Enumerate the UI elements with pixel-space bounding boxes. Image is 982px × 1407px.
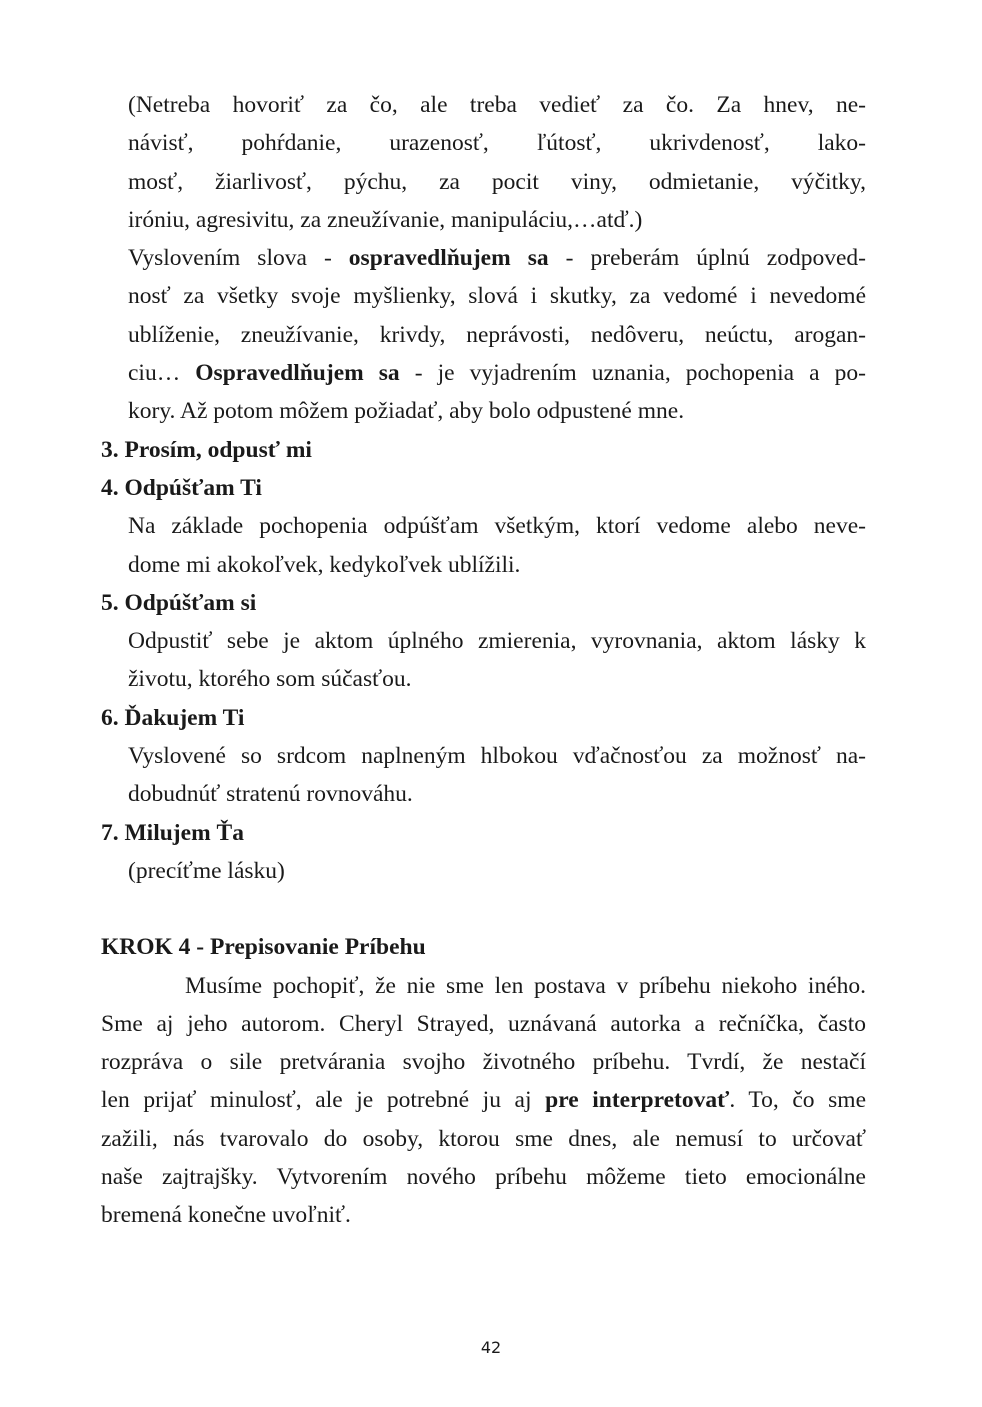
text-line: Odpustiť sebe je aktom úplného zmierenia, vyrovnania, aktom lásky k xyxy=(128,628,866,655)
item-heading-6: 6. Ďakujem Ti xyxy=(101,704,245,731)
section-spacer xyxy=(101,890,866,928)
text-line: iróniu, agresivitu, za zneužívanie, manipuláciu,…atď.) xyxy=(128,206,643,233)
text-line: rozpráva o sile pretvárania svojho životného príbehu. Tvrdí, že nestačí xyxy=(101,1049,866,1076)
text-run: ciu… xyxy=(128,360,196,387)
item-heading-4: 4. Odpúšťam Ti xyxy=(101,474,262,501)
text-run: - preberám úplnú zodpoved- xyxy=(548,245,866,272)
text-line: naše zajtrajšky. Vytvorením nového príbehu môžeme tieto emocionálne xyxy=(101,1164,866,1191)
text-line xyxy=(101,1081,866,1119)
item-heading-3: 3. Prosím, odpusť mi xyxy=(101,436,312,463)
parenthetical-paragraph xyxy=(101,86,866,239)
page-number: 42 xyxy=(480,1338,502,1357)
text-line: nosť za všetky svoje myšlienky, slová i skutky, za vedomé i nevedomé xyxy=(128,283,866,310)
bold-phrase: Ospravedlňujem sa xyxy=(195,360,400,387)
text-line: mosť, žiarlivosť, pýchu, za pocit viny, odmietanie, výčitky, xyxy=(128,168,866,195)
text-line: Musíme pochopiť, že nie sme len postava v príbehu niekoho iného. xyxy=(185,972,866,999)
bold-phrase: pre interpretovať xyxy=(545,1087,730,1114)
text-run: Vyslovením slova - xyxy=(128,245,349,272)
text-line: Vyslovené so srdcom naplneným hlbokou vďačnosťou za možnosť na- xyxy=(128,743,866,770)
text-line: dome mi akokoľvek, kedykoľvek ublížili. xyxy=(128,551,521,578)
item-heading-7: 7. Milujem Ťa xyxy=(101,819,244,846)
text-line: kory. Až potom môžem požiadať, aby bolo odpustené mne. xyxy=(128,398,685,425)
section-heading: KROK 4 - Prepisovanie Príbehu xyxy=(101,934,426,961)
text-line: Sme aj jeho autorom. Cheryl Strayed, uznávaná autorka a rečníčka, často xyxy=(101,1010,866,1037)
bold-phrase: ospravedlňujem sa xyxy=(348,245,549,272)
text-line: (Netreba hovoriť za čo, ale treba vedieť za čo. Za hnev, ne- xyxy=(128,92,866,118)
text-run: len prijať minulosť, ale je potrebné ju aj xyxy=(101,1087,546,1114)
text-run: - je vyjadrením uznania, pochopenia a po- xyxy=(399,360,866,387)
text-line: ublíženie, zneužívanie, krivdy, neprávosti, nedôveru, neúctu, arogan- xyxy=(128,321,866,348)
text-line: životu, ktorého som súčasťou. xyxy=(128,666,412,693)
text-line: dobudnúť stratenú rovnováhu. xyxy=(128,781,413,808)
page-content xyxy=(101,86,866,1235)
text-run: . To, čo sme xyxy=(729,1087,867,1114)
text-line xyxy=(101,239,866,277)
item-heading-5: 5. Odpúšťam si xyxy=(101,589,257,616)
krok4-paragraph xyxy=(101,967,866,1235)
text-line: bremená konečne uvoľniť. xyxy=(101,1202,351,1229)
text-line: návisť, pohŕdanie, urazenosť, ľútosť, ukrivdenosť, lako- xyxy=(128,130,866,157)
apology-paragraph xyxy=(101,239,866,430)
text-line: zažili, nás tvarovalo do osoby, ktorou sme dnes, ale nemusí to určovať xyxy=(101,1125,866,1152)
text-line: (precíťme lásku) xyxy=(128,857,285,884)
text-line xyxy=(101,354,866,392)
text-line: Na základe pochopenia odpúšťam všetkým, ktorí vedome alebo neve- xyxy=(128,513,866,540)
